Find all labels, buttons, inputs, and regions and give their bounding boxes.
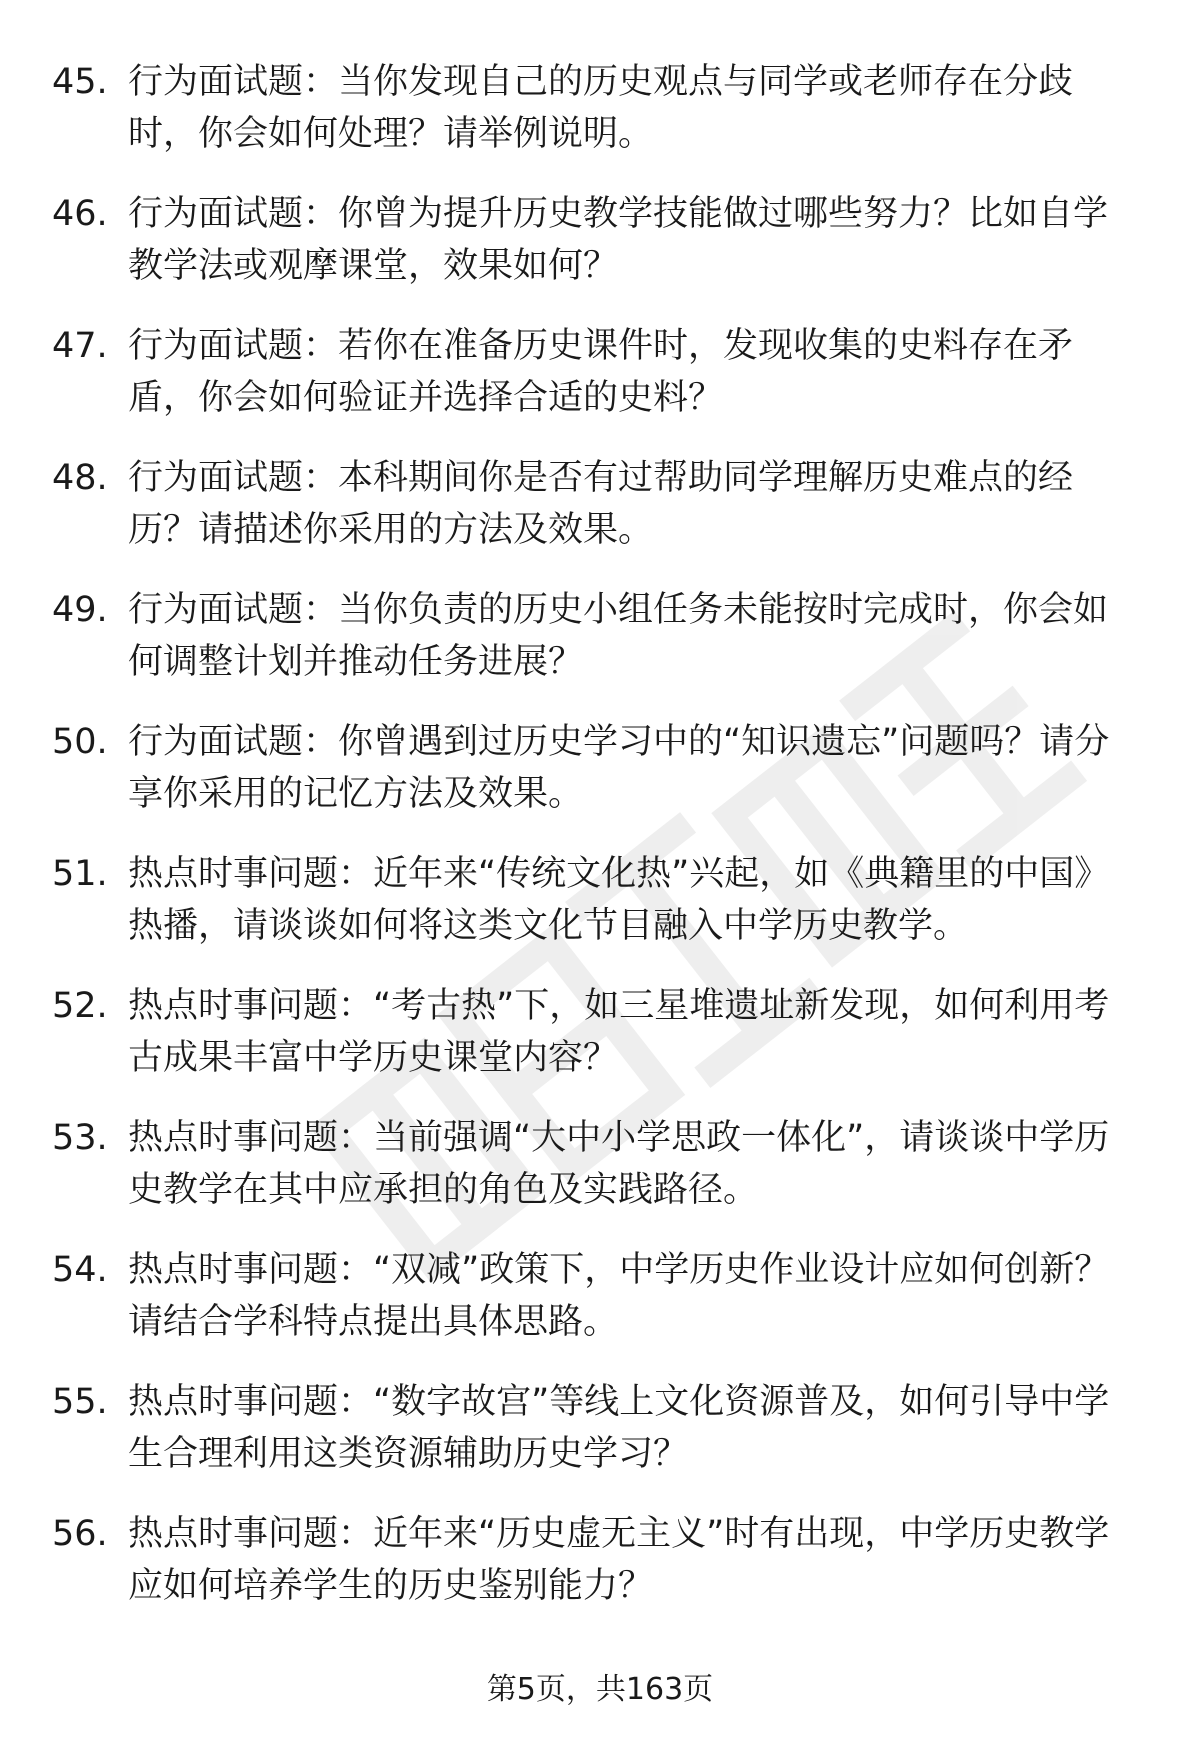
question-text: 热点时事问题：近年来“历史虚无主义”时有出现，中学历史教学应如何培养学生的历史鉴别能力？ [128, 1514, 1110, 1606]
question-item [0, 980, 1200, 1112]
question-number: 52. [52, 986, 108, 1026]
question-item [0, 1112, 1200, 1244]
question-item [0, 716, 1200, 848]
question-number: 46. [52, 194, 108, 234]
question-item [0, 1508, 1200, 1640]
question-text: 行为面试题：当你负责的历史小组任务未能按时完成时，你会如何调整计划并推动任务进展？ [128, 590, 1109, 682]
question-item [0, 188, 1200, 320]
question-text: 行为面试题：本科期间你是否有过帮助同学理解历史难点的经历？请描述你采用的方法及效果。 [128, 458, 1074, 550]
question-item [0, 1244, 1200, 1376]
question-item [0, 848, 1200, 980]
page-footer [0, 1670, 1200, 1710]
question-number: 53. [52, 1118, 108, 1158]
question-text: 热点时事问题：“数字故宫”等线上文化资源普及，如何引导中学生合理利用这类资源辅助历史学习？ [128, 1382, 1110, 1474]
question-number: 49. [52, 590, 108, 630]
question-number: 50. [52, 722, 108, 762]
question-text: 行为面试题：你曾为提升历史教学技能做过哪些努力？比如自学教学法或观摩课堂，效果如何？ [128, 194, 1109, 286]
question-list [0, 56, 1200, 1640]
question-item [0, 320, 1200, 452]
question-number: 45. [52, 62, 108, 102]
question-number: 51. [52, 854, 108, 894]
question-text: 行为面试题：你曾遇到过历史学习中的“知识遗忘”问题吗？请分享你采用的记忆方法及效果。 [128, 722, 1110, 814]
question-text: 热点时事问题：“双减”政策下，中学历史作业设计应如何创新？请结合学科特点提出具体思路。 [128, 1250, 1110, 1342]
question-text: 热点时事问题：当前强调“大中小学思政一体化”，请谈谈中学历史教学在其中应承担的角色及实践路径。 [128, 1118, 1110, 1210]
question-number: 56. [52, 1514, 108, 1554]
question-text: 行为面试题：若你在准备历史课件时，发现收集的史料存在矛盾，你会如何验证并选择合适的史料？ [128, 326, 1074, 418]
question-number: 54. [52, 1250, 108, 1290]
question-item [0, 452, 1200, 584]
question-item [0, 56, 1200, 188]
question-text: 行为面试题：当你发现自己的历史观点与同学或老师存在分歧时，你会如何处理？请举例说明。 [128, 62, 1074, 154]
question-item [0, 1376, 1200, 1508]
page-number-label: 第5页，共163页 [486, 1672, 714, 1707]
question-number: 48. [52, 458, 108, 498]
question-number: 47. [52, 326, 108, 366]
question-item [0, 584, 1200, 716]
question-number: 55. [52, 1382, 108, 1422]
question-text: 热点时事问题：“考古热”下，如三星堆遗址新发现，如何利用考古成果丰富中学历史课堂内容？ [128, 986, 1110, 1078]
question-text: 热点时事问题：近年来“传统文化热”兴起，如《典籍里的中国》热播，请谈谈如何将这类文化节目融入中学历史教学。 [128, 854, 1110, 946]
